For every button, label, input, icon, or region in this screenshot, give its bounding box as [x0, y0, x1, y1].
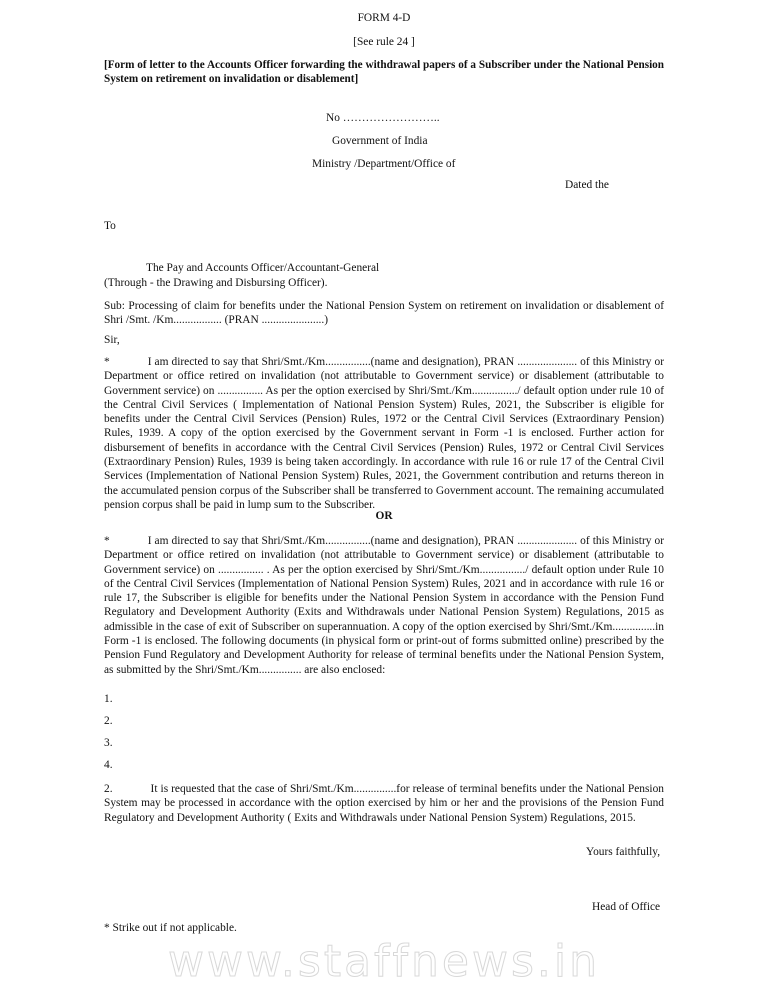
strike-mark: * — [104, 535, 110, 547]
paragraph-3 — [104, 782, 664, 825]
letter-number: No …………………….. — [326, 112, 440, 124]
closing: Yours faithfully, — [586, 846, 661, 858]
list-item: 4. — [104, 759, 113, 771]
salutation: Sir, — [104, 334, 120, 346]
strike-mark: * — [104, 356, 110, 368]
subject-line: Sub: Processing of claim for benefits under the National Pension System on retirement on invalidation or disablement of Shri /Smt. /Km................. (PRAN ......................) — [104, 300, 664, 327]
paragraph-1-text: I am directed to say that Shri/Smt./Km................(name and designation), PRAN ..................... of this Ministry or Department or office retired on invalidation (not attributable to Government service) or disablement (attributable to Government service) on ................ As per the option exercised by Shri/Smt./Km................/ default option under rule 10 of the Central Civil Services ( Implementation of National Pension System) Rules, 2021, the Subscriber is eligible for benefits under the Central Civil Services (Pension) Rules, 1972 or the Central Civil Services (Extraordinary Pension) Rules, 1939. A copy of the option exercised by the Government servant in Form -1 is enclosed. Further action for disbursement of benefits in accordance with the Central Civil Services (Pension) Rules, 1972 or Central Civil Services (Extraordinary Pension) Rules, 1939 is being taken accordingly. In accordance with rule 16 or rule 17 of the Central Civil Services (Implementation of National Pension System) Rules, 2021, the Government contribution and returns thereon in the accumulated pension corpus of the Subscriber shall be transferred to Government account. The remaining accumulated pension corpus shall be paid in lump sum to the Subscriber. — [104, 356, 664, 511]
form-title: FORM 4-D — [357, 12, 411, 24]
or-separator: OR — [375, 510, 393, 522]
footnote: * Strike out if not applicable. — [104, 922, 237, 934]
paragraph-2-text: I am directed to say that Shri/Smt./Km................(name and designation), PRAN ..................... of this Ministry or Department or office retired on invalidation (not attributable to Government service) or disablement (attributable to Government service) on ................ . As per the option exercised by Shri/Smt./Km................/ default option under Rule 10 of the Central Civil Services (Implementation of National Pension System) Rules, 2021 and in accordance with rule 16 or rule 17, the Subscriber is eligible for benefits under the National Pension System in accordance with the Pension Fund Regulatory and Development Authority (Exits and Withdrawals under National Pension System) Regulations, 2015 as admissible in the case of exit of Subscriber on superannuation. A copy of the option exercised by Shri/Smt./Km...............in Form -1 is enclosed. The following documents (in physical form or print-out of forms submitted online) prescribed by the Pension Fund Regulatory and Development Authority for release of terminal benefits under the National Pension System, as submitted by the Shri/Smt./Km............... are also enclosed: — [104, 535, 664, 676]
addressee-line-1: The Pay and Accounts Officer/Accountant-General — [146, 262, 380, 274]
paragraph-number: 2. — [104, 783, 113, 795]
form-subtitle: [Form of letter to the Accounts Officer forwarding the withdrawal papers of a Subscriber under the National Pension System on retirement on invalidation or disablement] — [104, 59, 664, 85]
watermark: www.staffnews.in — [168, 936, 600, 987]
ministry-line: Ministry /Department/Office of — [312, 158, 456, 170]
paragraph-3-text: It is requested that the case of Shri/Smt./Km...............for release of terminal benefits under the National Pension System may be processed in accordance with the option exercised by him or her and the provisions of the Pension Fund Regulatory and Development Authority ( Exits and Withdrawals under National Pension System) Regulations, 2015. — [104, 783, 664, 824]
list-item: 3. — [104, 737, 113, 749]
government-name: Government of India — [332, 135, 428, 147]
to-label: To — [104, 220, 116, 232]
list-item: 1. — [104, 693, 113, 705]
signatory: Head of Office — [592, 901, 661, 913]
list-item: 2. — [104, 715, 113, 727]
rule-reference: [See rule 24 ] — [353, 36, 415, 48]
dated-line: Dated the — [565, 179, 609, 191]
paragraph-2 — [104, 534, 664, 677]
paragraph-1 — [104, 355, 664, 512]
enclosure-list — [104, 688, 113, 776]
addressee-line-2: (Through - the Drawing and Disbursing Officer). — [104, 277, 328, 289]
